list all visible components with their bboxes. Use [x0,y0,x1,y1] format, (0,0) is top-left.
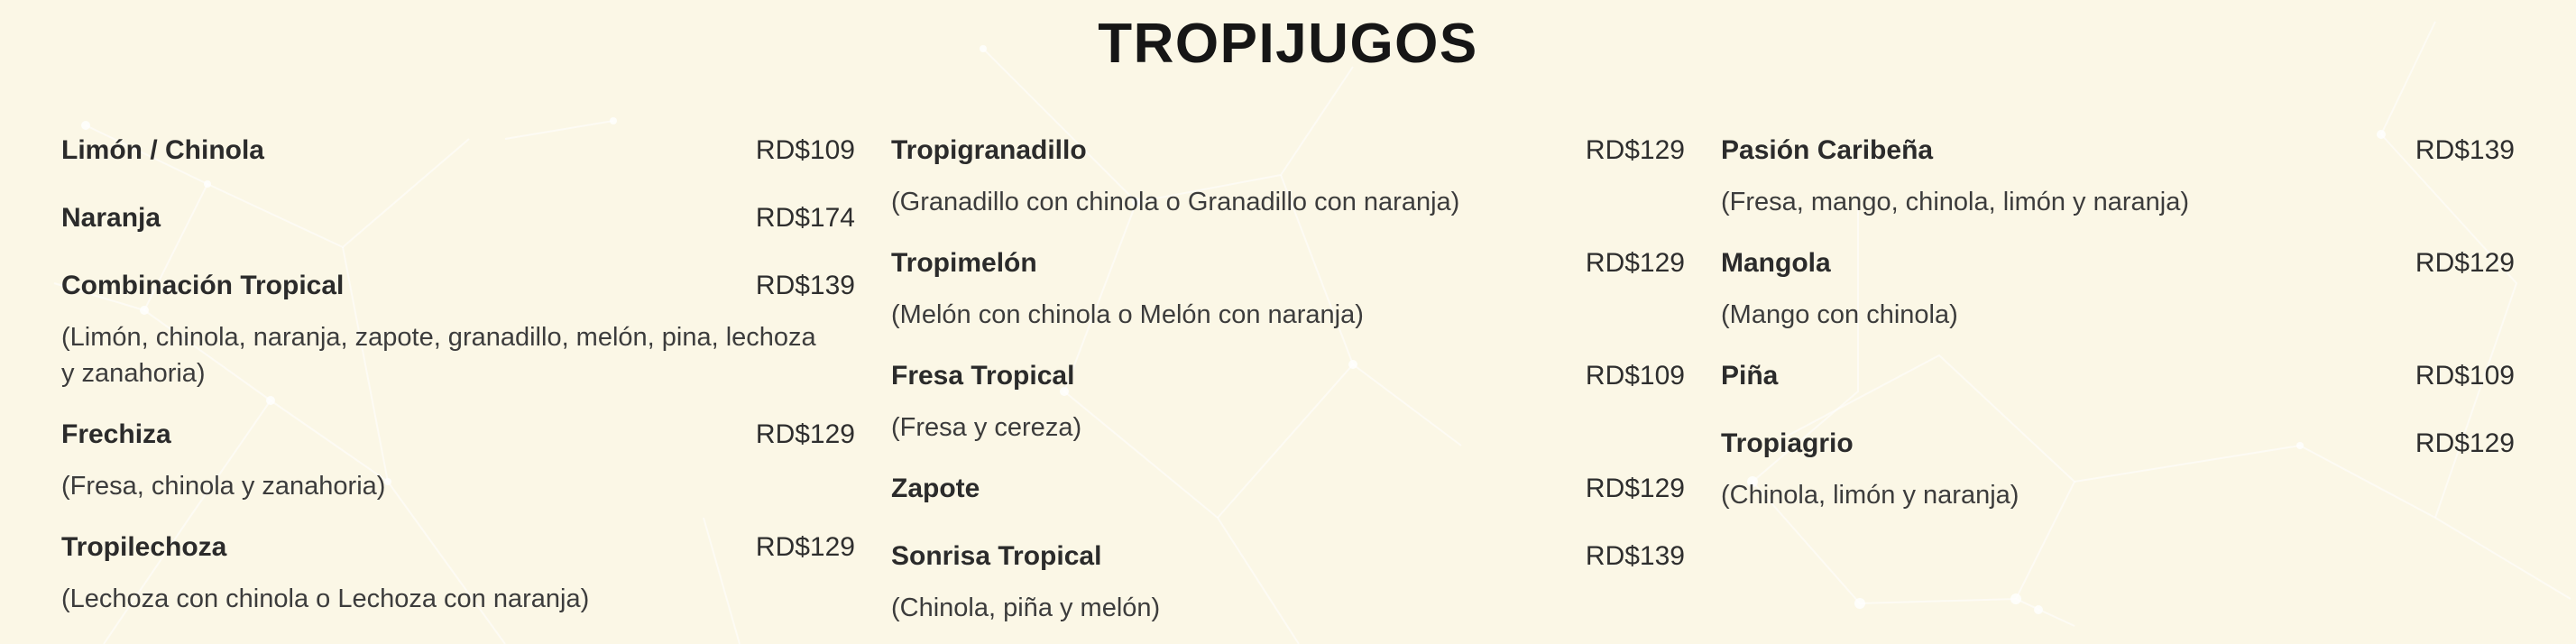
menu-item [891,531,1685,626]
item-description: (Limón, chinola, naranja, zapote, granadillo, melón, pina, lechoza y zanahoria) [61,323,816,389]
menu-item [1721,125,2515,220]
menu-item [1721,351,2515,400]
item-name: Zapote [891,474,980,504]
item-description: (Chinola, limón y naranja) [1721,481,2019,511]
item-price: RD$139 [1585,541,1685,572]
item-price: RD$129 [755,419,855,450]
item-name: Tropilechoza [61,532,227,563]
item-price: RD$174 [755,203,855,234]
menu-item [61,409,855,504]
item-description: (Fresa, mango, chinola, limón y naranja) [1721,188,2190,217]
menu-item [61,125,855,175]
item-price: RD$129 [1585,135,1685,166]
item-name: Pasión Caribeña [1721,135,1934,166]
item-name: Limón / Chinola [61,135,264,166]
item-description: (Chinola, piña y melón) [891,593,1161,623]
menu-item [61,522,855,617]
item-description: (Granadillo con chinola o Granadillo con naranja) [891,188,1460,217]
item-name: Mangola [1721,248,1831,279]
item-price: RD$139 [2415,135,2515,166]
item-description: (Lechoza con chinola o Lechoza con naranja) [61,584,590,614]
item-price: RD$129 [2415,428,2515,459]
item-name: Piña [1721,361,1779,391]
item-description: (Mango con chinola) [1721,300,1958,330]
item-price: RD$129 [1585,248,1685,279]
item-price: RD$139 [755,271,855,301]
menu-item [891,351,1685,446]
menu-column-1 [61,125,855,644]
item-name: Naranja [61,203,161,234]
item-price: RD$109 [1585,361,1685,391]
item-description: (Melón con chinola o Melón con naranja) [891,300,1364,330]
item-name: Tropiagrio [1721,428,1854,459]
item-name: Frechiza [61,419,171,450]
menu-item [61,193,855,243]
menu-item [891,238,1685,333]
item-description: (Fresa, chinola y zanahoria) [61,472,386,501]
menu-item [891,464,1685,513]
item-price: RD$129 [755,532,855,563]
menu-column-3 [1721,125,2515,644]
menu-item [1721,419,2515,513]
item-price: RD$109 [755,135,855,166]
item-name: Tropimelón [891,248,1037,279]
item-name: Sonrisa Tropical [891,541,1102,572]
menu-grid [0,75,2576,644]
item-price: RD$129 [2415,248,2515,279]
item-name: Combinación Tropical [61,271,345,301]
item-description: (Fresa y cereza) [891,413,1082,443]
item-name: Fresa Tropical [891,361,1075,391]
item-price: RD$129 [1585,474,1685,504]
menu-item [1721,238,2515,333]
item-name: Tropigranadillo [891,135,1087,166]
menu-item [61,261,855,391]
menu-item [891,125,1685,220]
page-title: TROPIJUGOS [1098,13,1478,75]
menu-column-2 [891,125,1685,644]
item-price: RD$109 [2415,361,2515,391]
